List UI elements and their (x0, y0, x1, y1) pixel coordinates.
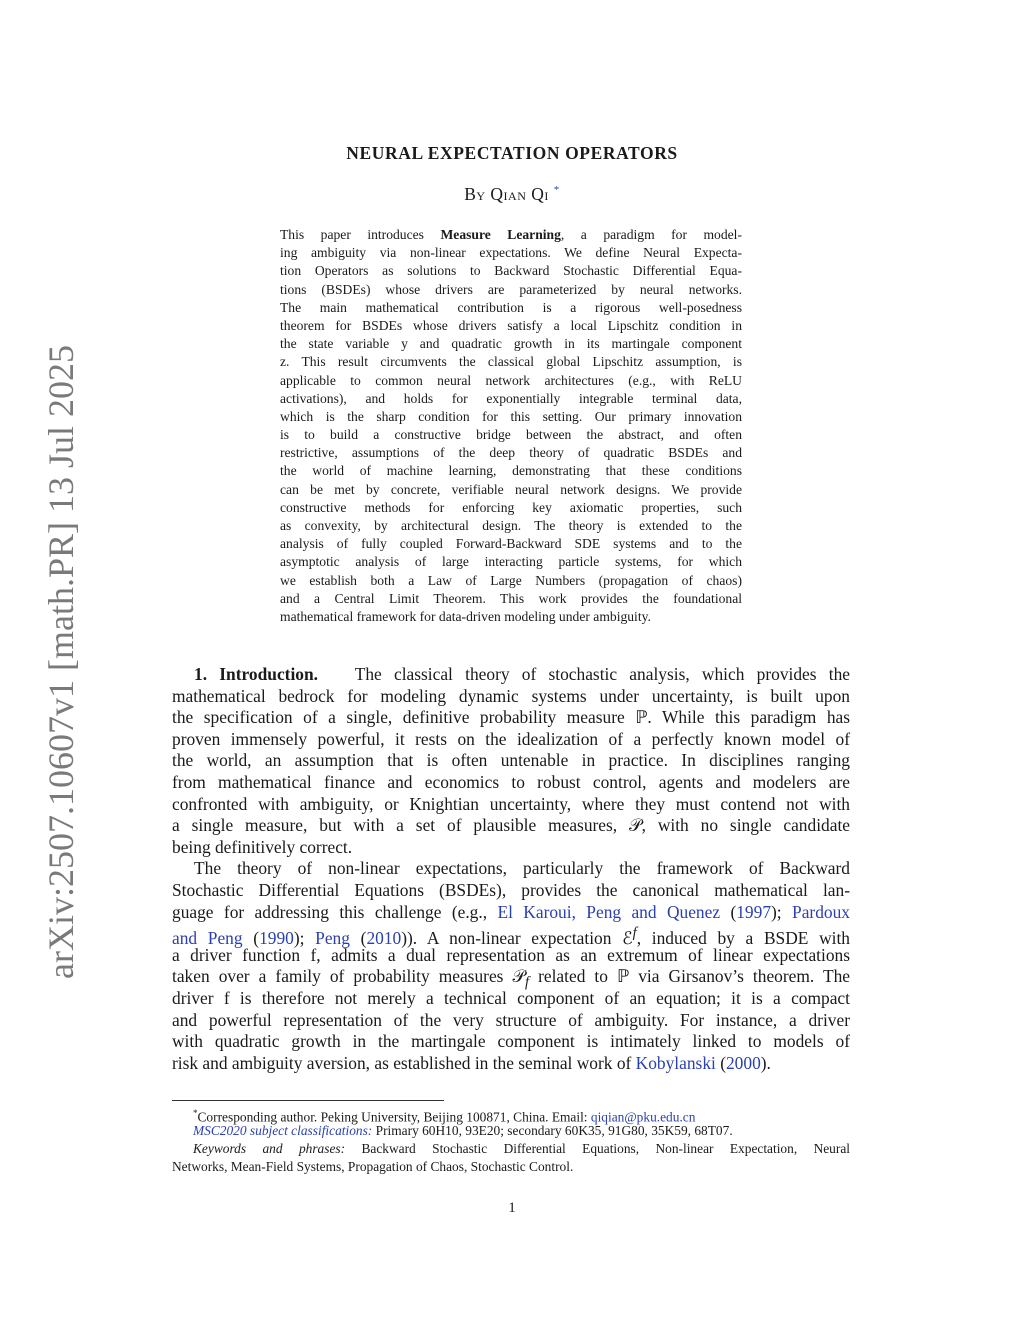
arxiv-identifier: arXiv:2507.10607v1 [math.PR] 13 Jul 2025 (41, 345, 81, 979)
introduction-section (172, 664, 850, 1074)
intro-line: from mathematical finance and economics to robust control, agents and modelers are (172, 771, 850, 792)
abstract-line: the state variable y and quadratic growth in its martingale component (280, 336, 742, 352)
abstract-line: we establish both a Law of Large Numbers (propagation of chaos) (280, 572, 742, 588)
abstract-line: asymptotic analysis of large interacting particle systems, for which (280, 554, 742, 570)
abstract-line: and a Central Limit Theorem. This work provides the foundational (280, 590, 742, 606)
intro-line: the specification of a single, definitive probability measure ℙ. While this paradigm has (172, 707, 850, 728)
intro-line: guage for addressing this challenge (e.g., El Karoui, Peng and Quenez (1997); Pardoux (172, 901, 850, 922)
math-subscript-f: f (525, 974, 530, 991)
abstract-line: z. This result circumvents the classical global Lipschitz assumption, is (280, 354, 742, 370)
citation-year-2000[interactable]: 2000 (725, 1052, 761, 1073)
intro-line: and Peng (1990); Peng (2010)). A non-linear expectation ℰ$^f$, induced by a BSDE with (172, 925, 850, 948)
intro-line: and powerful representation of the very structure of ambiguity. For instance, a driver (172, 1009, 850, 1030)
intro-line: taken over a family of probability measures 𝒫$_f$ related to ℙ via Girsanov’s theorem. The (172, 966, 851, 991)
paper-title: NEURAL EXPECTATION OPERATORS (346, 143, 678, 163)
intro-line: the world, an assumption that is often untenable in practice. In disciplines ranging (172, 750, 850, 771)
intro-line: risk and ambiguity aversion, as established in the seminal work of Kobylanski (2000). (172, 1052, 771, 1073)
abstract-line: tions (BSDEs) whose drivers are parameterized by neural networks. (280, 281, 742, 297)
abstract (280, 226, 742, 626)
footnote-keywords-cont: Networks, Mean-Field Systems, Propagation of Chaos, Stochastic Control. (172, 1159, 574, 1174)
footnote-msc: MSC2020 subject classifications: Primary 60H10, 93E20; secondary 60K35, 91G80, 35K59, 68T07. (193, 1123, 733, 1138)
intro-line: a single measure, but with a set of plausible measures, 𝒫, with no single candidate (172, 815, 850, 836)
abstract-line: as convexity, by architectural design. The theory is extended to the (280, 518, 742, 533)
footnote-rule (172, 1100, 444, 1101)
author-email-link[interactable]: qiqian@pku.edu.cn (590, 1109, 696, 1125)
citation-pardoux-peng[interactable]: Pardoux (792, 901, 850, 922)
abstract-line: is to build a constructive bridge between the abstract, and often (280, 427, 742, 443)
intro-line: Stochastic Differential Equations (BSDEs), provides the canonical mathematical lan- (172, 879, 850, 900)
abstract-line: analysis of fully coupled Forward-Backward SDE systems and to the (280, 536, 742, 552)
intro-line: mathematical bedrock for modeling dynamic systems under uncertainty, is built upon (172, 685, 850, 706)
intro-line: proven immensely powerful, it rests on the idealization of a perfectly known model of (172, 728, 850, 749)
citation-year-1990[interactable]: 1990 (259, 927, 294, 948)
citation-pardoux-peng-cont[interactable]: and Peng (172, 927, 243, 948)
abstract-line: ing ambiguity via non-linear expectations. We define Neural Expecta- (280, 245, 742, 261)
msc-classification-link[interactable]: MSC2020 subject classifications: (193, 1123, 373, 1138)
intro-line: The theory of non-linear expectations, particularly the framework of Backward (194, 858, 850, 879)
abstract-line: constructive methods for enforcing key axiomatic properties, such (280, 499, 742, 515)
abstract-line: mathematical framework for data-driven modeling under ambiguity. (280, 608, 651, 624)
abstract-line: which is the sharp condition for this setting. Our primary innovation (280, 408, 742, 424)
math-superscript-f: f (632, 925, 637, 942)
author-line (0, 184, 1024, 205)
keywords-label: Keywords and phrases: (193, 1141, 346, 1156)
intro-line: with quadratic growth in the martingale component is intimately linked to models of (172, 1031, 850, 1052)
abstract-line: tion Operators as solutions to Backward Stochastic Differential Equa- (280, 263, 742, 279)
author-footnote-mark[interactable]: * (553, 184, 560, 197)
intro-line: 1. Introduction. The classical theory of stochastic analysis, which provides the (194, 664, 851, 684)
footnotes (172, 1104, 850, 1176)
citation-el-karoui-peng-quenez[interactable]: El Karoui, Peng and Quenez (497, 901, 721, 922)
footnote-keywords: Keywords and phrases: Backward Stochastic Differential Equations, Non-linear Expectation, Neural (193, 1141, 850, 1156)
intro-line: being definitively correct. (172, 836, 353, 857)
abstract-line: restrictive, assumptions of the deep theory of quadratic BSDEs and (280, 445, 742, 461)
abstract-line: activations), and holds for exponentially integrable terminal data, (280, 390, 742, 406)
citation-peng[interactable]: Peng (315, 927, 350, 948)
section-heading: 1. Introduction. (194, 664, 319, 684)
abstract-line: The main mathematical contribution is a rigorous well-posedness (280, 299, 742, 315)
abstract-line: theorem for BSDEs whose drivers satisfy a local Lipschitz condition in (280, 317, 742, 333)
citation-year-2010[interactable]: 2010 (366, 927, 402, 948)
citation-year-1997[interactable]: 1997 (736, 901, 772, 922)
footnote-corresponding-author: *Corresponding author. Peking University, Beijing 100871, China. Email: qiqian@pku.edu.cn (193, 1108, 696, 1125)
abstract-line: the world of machine learning, demonstrating that these conditions (280, 463, 742, 479)
measure-learning-term: Measure Learning (440, 227, 561, 242)
abstract-line: This paper introduces Measure Learning, a paradigm for model- (280, 227, 742, 242)
citation-kobylanski[interactable]: Kobylanski (635, 1052, 716, 1073)
abstract-line: can be met by concrete, verifiable neural network designs. We provide (280, 481, 742, 497)
intro-line: confronted with ambiguity, or Knightian uncertainty, where they must contend not with (172, 793, 850, 814)
intro-line: a driver function f, admits a dual representation as an extremum of linear expectations (172, 944, 850, 965)
page-number: 1 (508, 1200, 516, 1216)
abstract-line: applicable to common neural network architectures (e.g., with ReLU (280, 372, 742, 388)
author-name: Qian Qi (490, 184, 549, 204)
intro-line: driver f is therefore not merely a technical component of an equation; it is a compact (172, 987, 850, 1008)
author-by: By (464, 184, 486, 204)
